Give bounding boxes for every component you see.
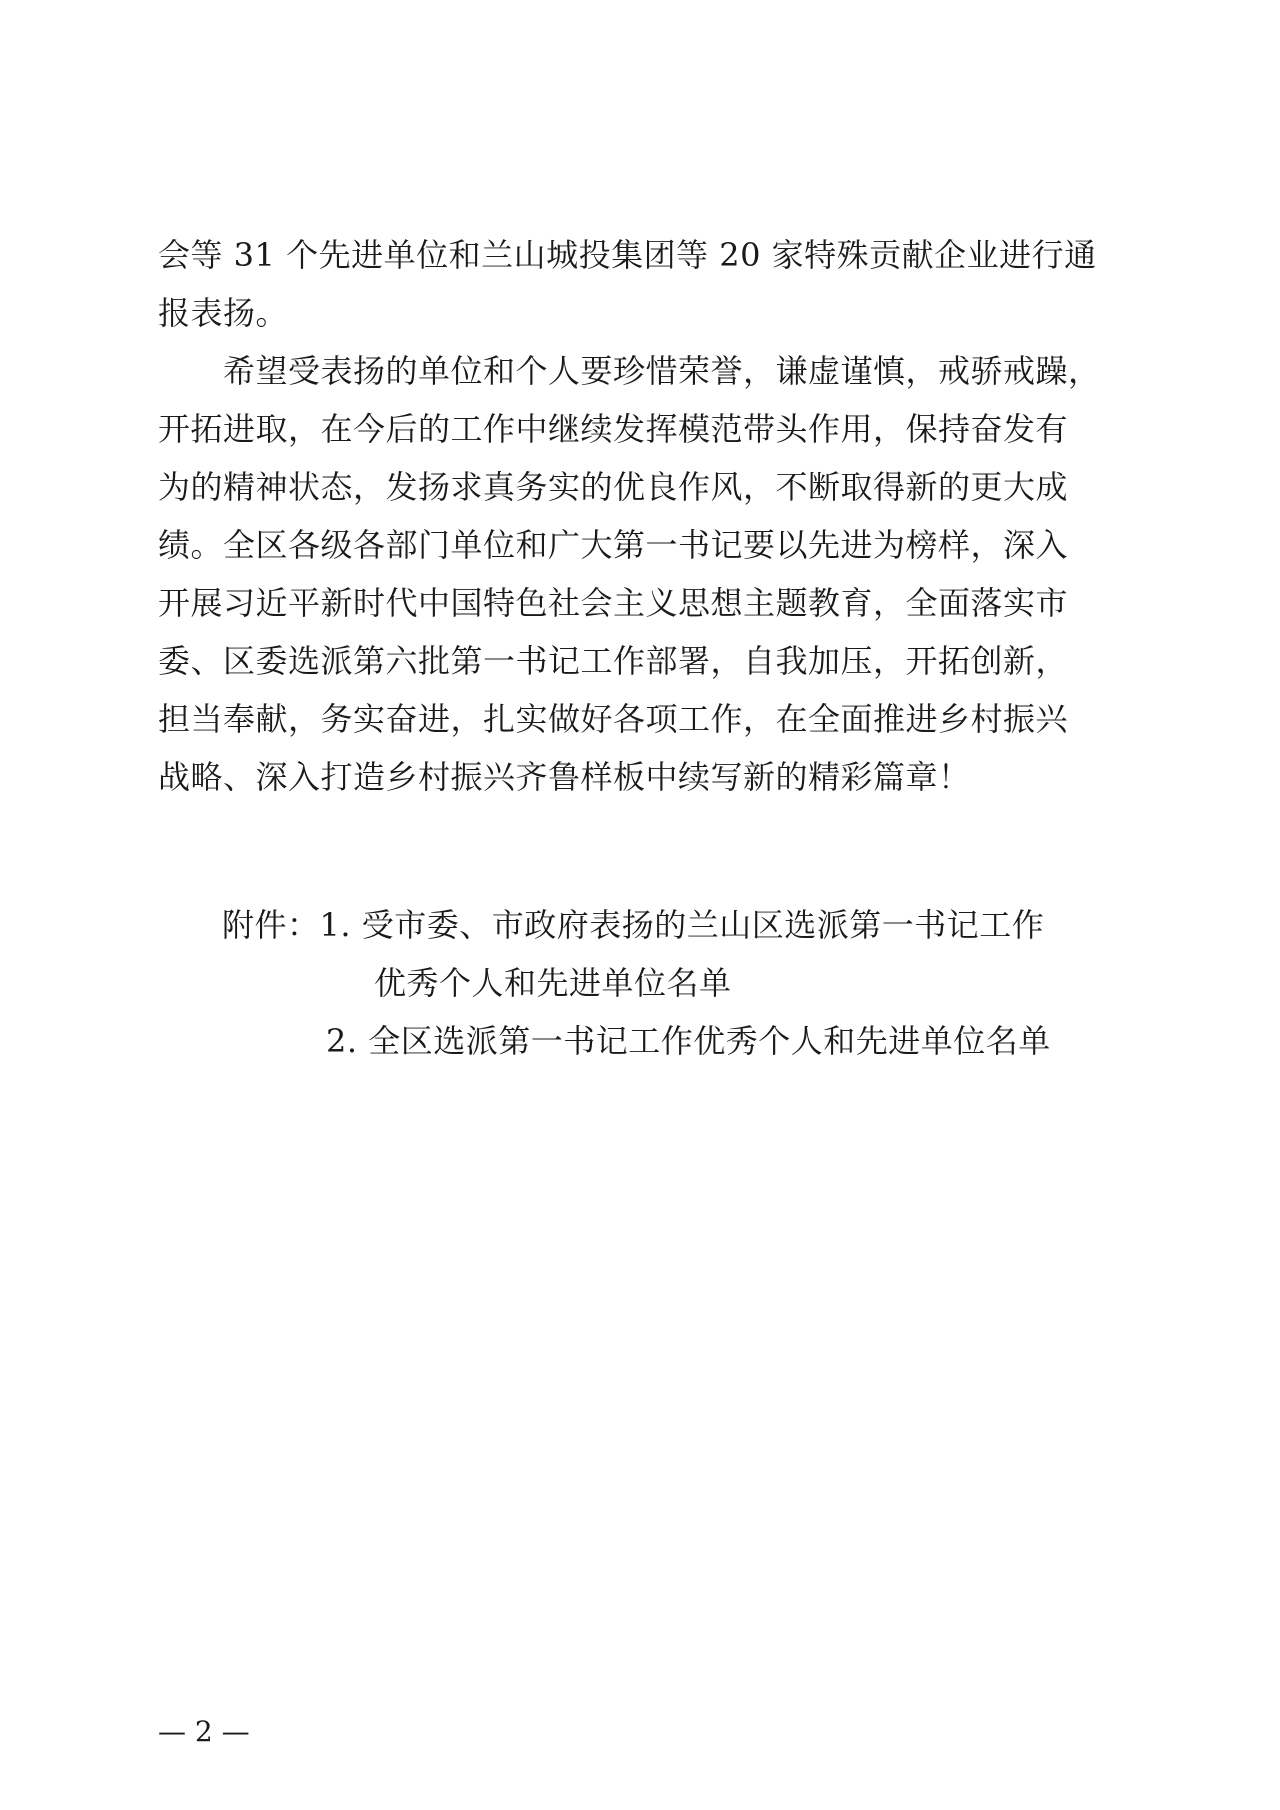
- paragraph-line: 为的精神状态，发扬求真务实的优良作风，不断取得新的更大成: [158, 468, 1069, 506]
- paragraph-line: 报表扬。: [158, 294, 289, 332]
- paragraph-line: 战略、深入打造乡村振兴齐鲁样板中续写新的精彩篇章！: [158, 758, 971, 796]
- attachment-item-1: 附件：1. 受市委、市政府表扬的兰山区选派第一书记工作: [222, 906, 1045, 944]
- body-text: [158, 226, 1138, 806]
- paragraph-line: 开拓进取，在今后的工作中继续发挥模范带头作用，保持奋发有: [158, 410, 1069, 448]
- page-number: — 2 —: [158, 1715, 250, 1748]
- paragraph-line: 绩。全区各级各部门单位和广大第一书记要以先进为榜样，深入: [158, 526, 1069, 564]
- paragraph-line: 会等 31 个先进单位和兰山城投集团等 20 家特殊贡献企业进行通: [158, 236, 1097, 274]
- paragraph-line: 希望受表扬的单位和个人要珍惜荣誉，谦虚谨慎，戒骄戒躁，: [158, 352, 1101, 390]
- attachment-item-1-continued: 优秀个人和先进单位名单: [374, 964, 732, 1002]
- attachment-item-2: 2. 全区选派第一书记工作优秀个人和先进单位名单: [326, 1022, 1051, 1060]
- paragraph-line: 担当奉献，务实奋进，扎实做好各项工作，在全面推进乡村振兴: [158, 700, 1069, 738]
- paragraph-line: 开展习近平新时代中国特色社会主义思想主题教育，全面落实市: [158, 584, 1069, 622]
- paragraph-line: 委、区委选派第六批第一书记工作部署，自我加压，开拓创新，: [158, 642, 1069, 680]
- attachments-list: [222, 896, 1122, 1070]
